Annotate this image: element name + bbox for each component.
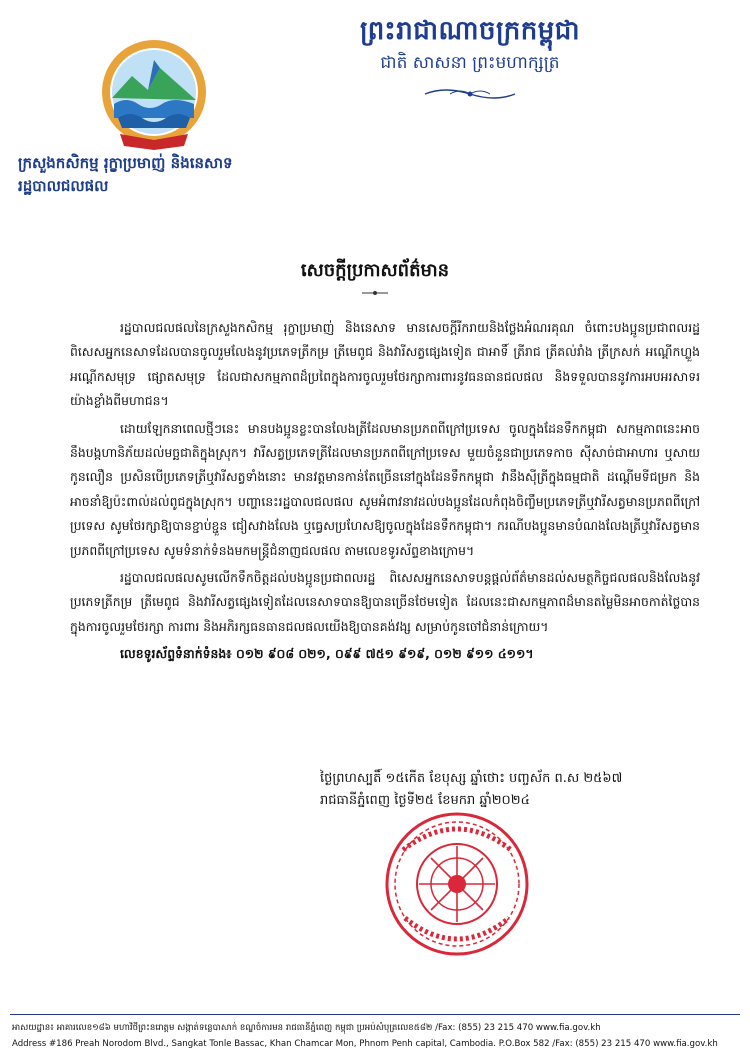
footer-address-khmer: អាសយដ្ឋាន៖ អាគារលេខ១៨៦ មហាវិថីព្រះនរោត្តម សង្កាត់ទន្លេបាសាក់ ខណ្ឌចំការមន រាជធានីភ្នំពេញ កម្ពុជា ប្រអប់សំបុត្រលេខ៥៨២ /Fax: (855) 23 215 470 www.fia.gov.kh [12,1023,601,1033]
footer-address-english: Address #186 Preah Norodom Blvd., Sangkat Tonle Bassac, Khan Chamcar Mon, Phnom Penh capital, Cambodia. P.O.Box 582 /Fax: (855) 23 215 470 www.fia.gov.kh [12,1039,718,1049]
department-name: រដ្ឋបាលជលផល [18,177,109,195]
footer-address [12,1020,738,1052]
national-motto: ជាតិ សាសនា ព្រះមហាក្សត្រ [380,53,560,73]
title-ornament-icon [360,288,390,298]
footer-divider [10,1014,740,1015]
paragraph-1: រដ្ឋបាលជលផលនៃក្រសួងកសិកម្ម រុក្ខាប្រមាញ់ និងនេសាទ មានសេចក្តីរីករាយនិងថ្លែងអំណរគុណ ចំពោះបងប្អូនប្រជាពលរដ្ឋ ពិសេសអ្នកនេសាទដែលបានចូលរួមលែងនូវប្រភេទត្រីកម្រ ត្រីមេពូជ និងវារីសត្វផ្សេងទៀត ជាអាទិ៍ ត្រីរាជ ត្រីគល់រាំង ត្រីក្រសក់ អណ្តើកហ្លួង អណ្តើកសមុទ្រ ផ្សោតសមុទ្រ ដែលជាសកម្មភាពដ៏ប្រពៃក្នុងការចូលរួមថែរក្សាការពារនូវធនធានជលផល និងទទួលបាននូវការអបអរសាទរយ៉ាងខ្លាំងពីមហាជន។ [70,320,700,409]
announcement-body [70,316,700,670]
fisheries-administration-logo-icon [98,38,210,150]
date-block [320,768,720,812]
paragraph-2: ដោយឡែកនាពេលថ្មីៗនេះ មានបងប្អូនខ្លះបានលែងត្រីដែលមានប្រភពពីក្រៅប្រទេស ចូលក្នុងដែនទឹកកម្ពុជា សកម្មភាពនេះអាចនឹងបង្កហានិភ័យដល់មច្ឆជាតិក្នុងស្រុក។ វារីសត្វប្រភេទត្រីដែលមានប្រភពពីក្រៅប្រទេស មួយចំនួនជាប្រភេទកាច ស៊ីសាច់ជាអាហារ ឬសាយកូនលឿន ប្រសិនបើប្រភេទត្រីឬវារីសត្វទាំងនោះ មានវត្តមានកាន់តែច្រើននៅក្នុងដែនទឹកកម្ពុជា វានឹងស៊ីត្រីក្នុងធម្មជាតិ ដណ្តើមទីជម្រក និងអាចនាំឱ្យប៉ះពាល់ដល់ពូជក្នុងស្រុក។ បញ្ហានេះរដ្ឋបាលជលផល សូមអំពាវនាវដល់បងប្អូនដែលកំពុងចិញ្ចឹមប្រភេទត្រីឬវារីសត្វមានប្រភពពីក្រៅប្រទេស សូមថែរក្សាឱ្យបានខ្ជាប់ខ្ជួន ជៀសវាងលែង ឬធ្វេសប្រហែសឱ្យចូលក្នុងដែនទឹកកម្ពុជា។ ករណីបងប្អូនមានបំណងលែងត្រីឬវារីសត្វមានប្រភពពីក្រៅប្រទេស សូមទំនាក់ទំនងមកមន្ត្រីជំនាញជលផល តាមលេខទូរស័ព្ទខាងក្រោម។ [70,420,700,558]
paragraph-3: រដ្ឋបាលជលផលសូមលើកទឹកចិត្តដល់បងប្អូនប្រជាពលរដ្ឋ ពិសេសអ្នកនេសាទបន្តផ្តល់ព័ត៌មានដល់សមត្ថកិច្ចជលផលនិងលែងនូវប្រភេទត្រីកម្រ ត្រីមេពូជ និងវារីសត្វផ្សេងទៀតដែលនេសាទបានឱ្យបានច្រើនថែមទៀត ដែលនេះជាសកម្មភាពដ៏មានតម្លៃមិនអាចកាត់ថ្លៃបាន ក្នុងការចូលរួមថែរក្សា ការពារ និងអភិរក្សធនធានជលផលយើងឱ្យបានគង់វង្ស សម្រាប់កូនចៅជំនាន់ក្រោយ។ [70,570,700,634]
contact-phone-line: លេខទូរស័ព្ទទំនាក់ទំនង៖ ០១២ ៩០៨ ០២១, ០៩៩ ៧៥១ ៩១៩, ០១២ ៩១១ ៤១១។ [120,646,534,662]
kingdom-title: ព្រះរាជាណាចក្រកម្ពុជា [360,16,580,46]
solar-date: រាជធានីភ្នំពេញ ថ្ងៃទី២៥ ខែមករា ឆ្នាំ២០២៤ [320,793,530,808]
lunar-date: ថ្ងៃព្រហស្បតិ៍ ១៥កើត ខែបុស្ស ឆ្នាំថោះ បញ្ចស័ក ព.ស ២៥៦៧ [320,771,623,786]
ministry-name: ក្រសួងកសិកម្ម រុក្ខាប្រមាញ់ និងនេសាទ [18,154,233,172]
document-title: សេចក្តីប្រកាសព័ត៌មាន [300,260,450,281]
official-red-seal-icon [383,810,531,958]
ornament-divider-icon [420,84,520,104]
ministry-header [18,152,338,198]
